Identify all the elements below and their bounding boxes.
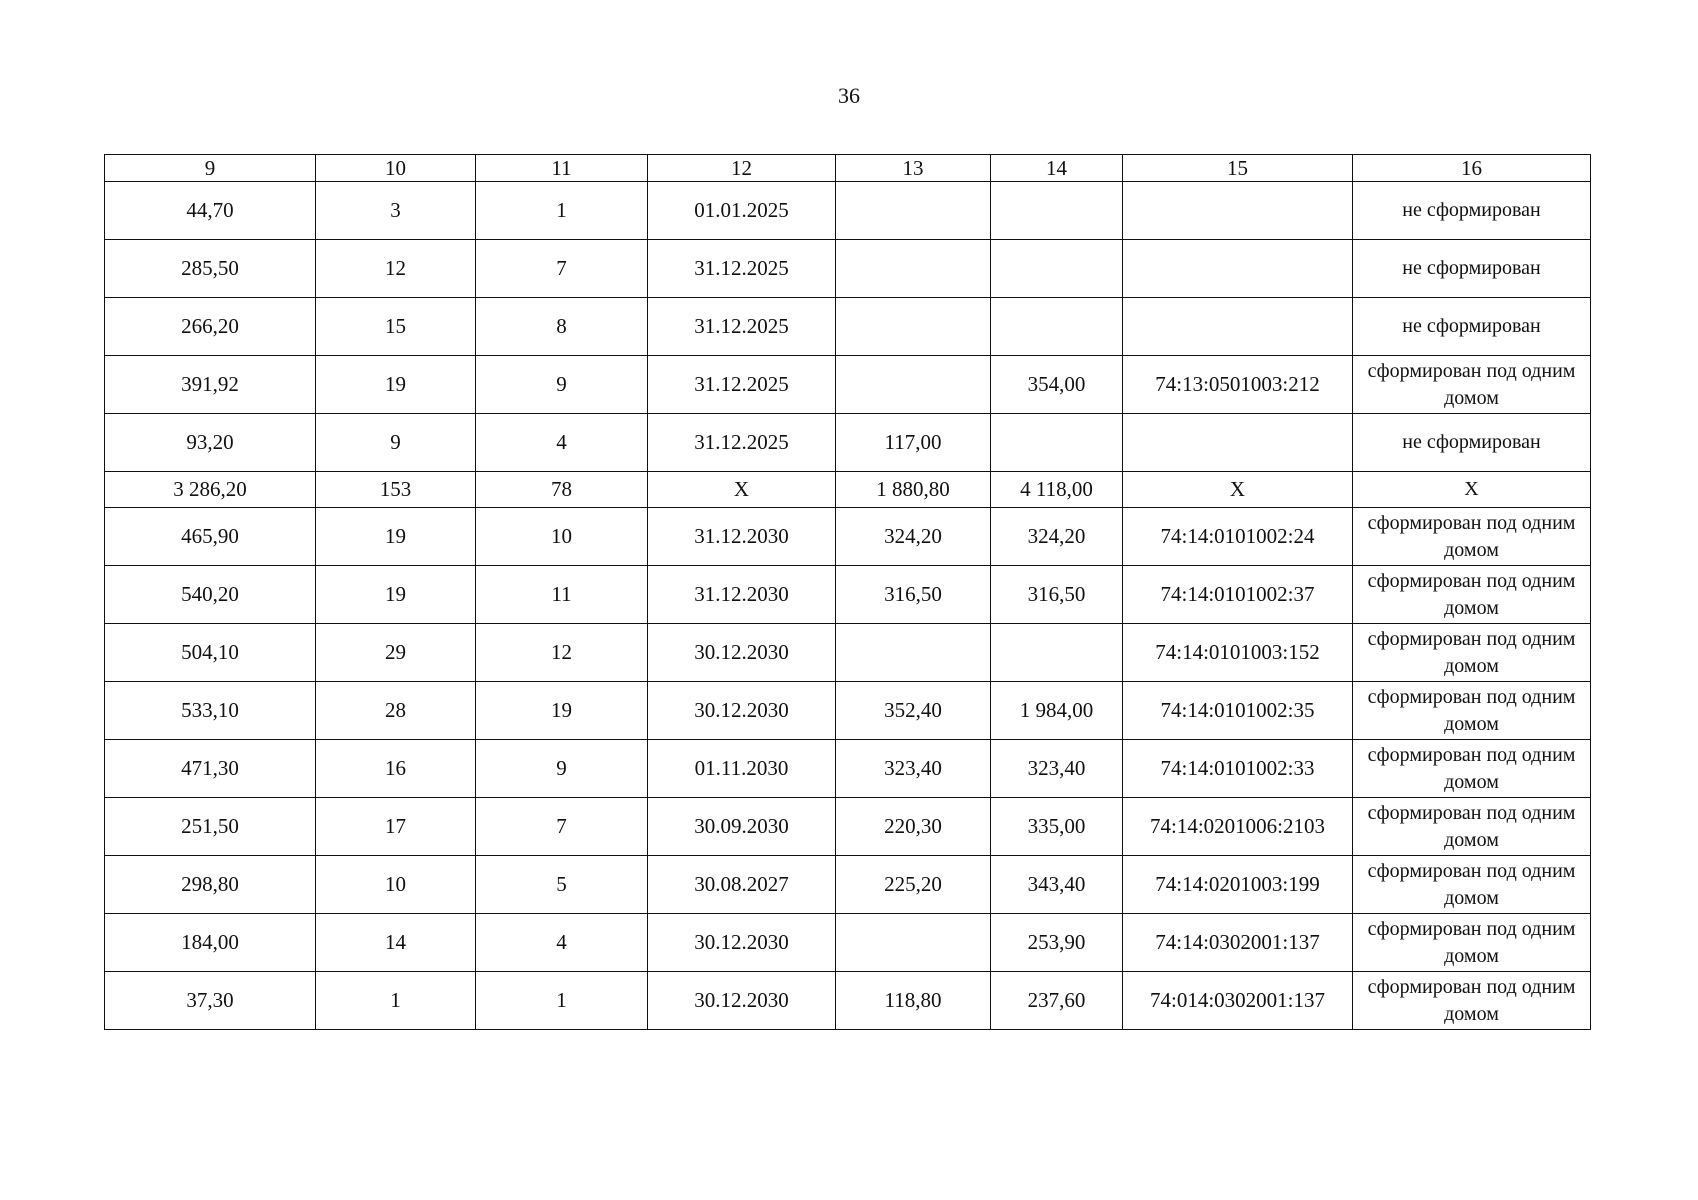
cell-col-14: 316,50 — [991, 566, 1123, 624]
cell-col-12: 30.09.2030 — [648, 798, 836, 856]
cell-col-14: 335,00 — [991, 798, 1123, 856]
cell-col-12: 01.01.2025 — [648, 182, 836, 240]
cell-col-11: 11 — [476, 566, 648, 624]
cell-col-11: 12 — [476, 624, 648, 682]
cell-col-16: не сформирован — [1353, 240, 1591, 298]
cell-col-9: 184,00 — [105, 914, 316, 972]
cell-col-13: 117,00 — [836, 414, 991, 472]
cell-col-15: 74:13:0501003:212 — [1123, 356, 1353, 414]
cell-col-11: 9 — [476, 740, 648, 798]
cell-col-9: 504,10 — [105, 624, 316, 682]
column-header-12: 12 — [648, 155, 836, 182]
cell-col-11: 8 — [476, 298, 648, 356]
table-body — [105, 182, 1591, 1030]
cell-col-13: 220,30 — [836, 798, 991, 856]
cell-col-10: 29 — [316, 624, 476, 682]
cell-col-15: 74:14:0101003:152 — [1123, 624, 1353, 682]
cell-col-14: 354,00 — [991, 356, 1123, 414]
cell-col-13 — [836, 914, 991, 972]
cell-col-15: 74:14:0101002:33 — [1123, 740, 1353, 798]
cell-col-15 — [1123, 240, 1353, 298]
cell-col-11: 1 — [476, 182, 648, 240]
table-row — [105, 856, 1591, 914]
table-row — [105, 182, 1591, 240]
cell-col-11: 78 — [476, 472, 648, 508]
table-row — [105, 624, 1591, 682]
cell-col-12: 30.12.2030 — [648, 914, 836, 972]
cell-col-16: сформирован под одним домом — [1353, 682, 1591, 740]
cell-col-12: 30.12.2030 — [648, 972, 836, 1030]
cell-col-10: 17 — [316, 798, 476, 856]
cell-col-10: 153 — [316, 472, 476, 508]
cell-col-14 — [991, 624, 1123, 682]
cell-col-15: 74:14:0201003:199 — [1123, 856, 1353, 914]
cell-col-16: сформирован под одним домом — [1353, 740, 1591, 798]
cell-col-13: 316,50 — [836, 566, 991, 624]
cell-col-9: 3 286,20 — [105, 472, 316, 508]
cell-col-9: 266,20 — [105, 298, 316, 356]
cell-col-9: 391,92 — [105, 356, 316, 414]
cell-col-15: 74:14:0101002:35 — [1123, 682, 1353, 740]
cell-col-9: 285,50 — [105, 240, 316, 298]
cell-col-13: 352,40 — [836, 682, 991, 740]
column-header-14: 14 — [991, 155, 1123, 182]
cell-col-12: 31.12.2025 — [648, 298, 836, 356]
cell-col-11: 4 — [476, 414, 648, 472]
table-row — [105, 682, 1591, 740]
cell-col-12: 30.12.2030 — [648, 624, 836, 682]
total-row — [105, 472, 1591, 508]
cell-col-15 — [1123, 298, 1353, 356]
cell-col-15: 74:14:0101002:37 — [1123, 566, 1353, 624]
cell-col-16: Х — [1353, 472, 1591, 508]
cell-col-13: 225,20 — [836, 856, 991, 914]
cell-col-16: сформирован под одним домом — [1353, 914, 1591, 972]
cell-col-14 — [991, 182, 1123, 240]
cell-col-15 — [1123, 182, 1353, 240]
cell-col-15: 74:14:0302001:137 — [1123, 914, 1353, 972]
cell-col-9: 465,90 — [105, 508, 316, 566]
column-header-13: 13 — [836, 155, 991, 182]
cell-col-9: 93,20 — [105, 414, 316, 472]
cell-col-10: 19 — [316, 566, 476, 624]
cell-col-11: 19 — [476, 682, 648, 740]
cell-col-16: не сформирован — [1353, 298, 1591, 356]
cell-col-9: 251,50 — [105, 798, 316, 856]
cell-col-15: 74:014:0302001:137 — [1123, 972, 1353, 1030]
table-row — [105, 298, 1591, 356]
cell-col-10: 3 — [316, 182, 476, 240]
cell-col-12: 30.08.2027 — [648, 856, 836, 914]
cell-col-13: 118,80 — [836, 972, 991, 1030]
cell-col-11: 7 — [476, 798, 648, 856]
page-number: 36 — [838, 83, 860, 108]
table-row — [105, 914, 1591, 972]
cell-col-12: 31.12.2025 — [648, 356, 836, 414]
cell-col-14 — [991, 414, 1123, 472]
cell-col-14: 253,90 — [991, 914, 1123, 972]
table-row — [105, 972, 1591, 1030]
cell-col-12: 31.12.2025 — [648, 240, 836, 298]
cell-col-9: 471,30 — [105, 740, 316, 798]
cell-col-9: 37,30 — [105, 972, 316, 1030]
cell-col-14: 323,40 — [991, 740, 1123, 798]
table-row — [105, 740, 1591, 798]
cell-col-11: 9 — [476, 356, 648, 414]
column-header-15: 15 — [1123, 155, 1353, 182]
cell-col-13 — [836, 240, 991, 298]
column-header-11: 11 — [476, 155, 648, 182]
cell-col-10: 28 — [316, 682, 476, 740]
cell-col-12: 31.12.2025 — [648, 414, 836, 472]
column-header-9: 9 — [105, 155, 316, 182]
table-row — [105, 240, 1591, 298]
cell-col-12: 30.12.2030 — [648, 682, 836, 740]
cell-col-16: сформирован под одним домом — [1353, 856, 1591, 914]
cell-col-13: 323,40 — [836, 740, 991, 798]
column-header-16: 16 — [1353, 155, 1591, 182]
cell-col-12: 31.12.2030 — [648, 566, 836, 624]
table-row — [105, 566, 1591, 624]
cell-col-16: сформирован под одним домом — [1353, 566, 1591, 624]
cell-col-14: 324,20 — [991, 508, 1123, 566]
cell-col-10: 10 — [316, 856, 476, 914]
cell-col-10: 19 — [316, 356, 476, 414]
cell-col-14: 4 118,00 — [991, 472, 1123, 508]
cell-col-11: 4 — [476, 914, 648, 972]
cell-col-15: 74:14:0201006:2103 — [1123, 798, 1353, 856]
cell-col-11: 1 — [476, 972, 648, 1030]
cell-col-13: 324,20 — [836, 508, 991, 566]
cell-col-14 — [991, 240, 1123, 298]
cell-col-14: 1 984,00 — [991, 682, 1123, 740]
header-row — [105, 155, 1591, 182]
cell-col-13: 1 880,80 — [836, 472, 991, 508]
cell-col-16: не сформирован — [1353, 182, 1591, 240]
cell-col-11: 5 — [476, 856, 648, 914]
cell-col-15: 74:14:0101002:24 — [1123, 508, 1353, 566]
cell-col-15: Х — [1123, 472, 1353, 508]
cell-col-12: Х — [648, 472, 836, 508]
cell-col-9: 44,70 — [105, 182, 316, 240]
cell-col-14: 343,40 — [991, 856, 1123, 914]
cell-col-10: 19 — [316, 508, 476, 566]
cell-col-10: 1 — [316, 972, 476, 1030]
cell-col-10: 14 — [316, 914, 476, 972]
cell-col-10: 12 — [316, 240, 476, 298]
table-row — [105, 798, 1591, 856]
cell-col-11: 10 — [476, 508, 648, 566]
table-row — [105, 356, 1591, 414]
cell-col-9: 540,20 — [105, 566, 316, 624]
table-row — [105, 508, 1591, 566]
cell-col-10: 9 — [316, 414, 476, 472]
cell-col-16: сформирован под одним домом — [1353, 508, 1591, 566]
cell-col-12: 01.11.2030 — [648, 740, 836, 798]
cell-col-11: 7 — [476, 240, 648, 298]
cell-col-13 — [836, 182, 991, 240]
table-row — [105, 414, 1591, 472]
cell-col-9: 533,10 — [105, 682, 316, 740]
cell-col-13 — [836, 356, 991, 414]
cell-col-10: 15 — [316, 298, 476, 356]
cell-col-16: сформирован под одним домом — [1353, 356, 1591, 414]
cell-col-16: сформирован под одним домом — [1353, 972, 1591, 1030]
register-table — [104, 154, 1591, 1030]
cell-col-13 — [836, 624, 991, 682]
cell-col-16: сформирован под одним домом — [1353, 624, 1591, 682]
cell-col-10: 16 — [316, 740, 476, 798]
cell-col-16: сформирован под одним домом — [1353, 798, 1591, 856]
cell-col-16: не сформирован — [1353, 414, 1591, 472]
cell-col-14 — [991, 298, 1123, 356]
cell-col-9: 298,80 — [105, 856, 316, 914]
cell-col-13 — [836, 298, 991, 356]
cell-col-12: 31.12.2030 — [648, 508, 836, 566]
cell-col-15 — [1123, 414, 1353, 472]
column-header-10: 10 — [316, 155, 476, 182]
cell-col-14: 237,60 — [991, 972, 1123, 1030]
